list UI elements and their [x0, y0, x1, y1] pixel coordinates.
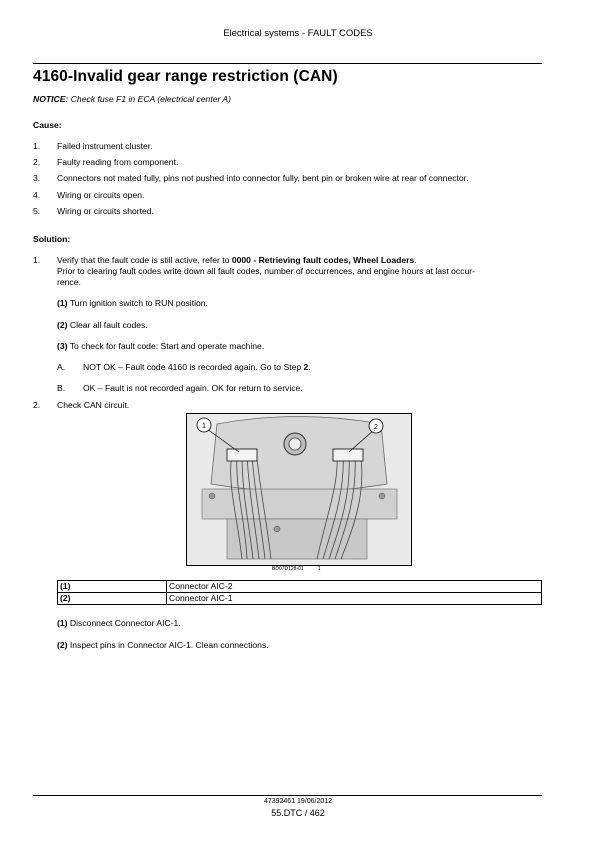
step-note-line: rence. [57, 277, 81, 287]
substep [57, 618, 181, 628]
step-number: 2. [33, 400, 41, 410]
page-title: 4160-Invalid gear range restriction (CAN) [33, 68, 338, 85]
step-text: Check CAN circuit. [57, 400, 130, 410]
callout-1: 1 [202, 423, 206, 430]
solution-heading: Solution: [33, 234, 71, 244]
cause-item-number: 5. [33, 206, 41, 216]
substep-number: (1) [57, 618, 68, 628]
cause-item-text: Failed instrument cluster. [57, 141, 153, 151]
result-text-post: . [308, 362, 311, 372]
substep-text: To check for fault code: Start and operate machine. [67, 341, 265, 351]
callout-2: 2 [374, 424, 378, 431]
step-text [57, 255, 417, 265]
result-text [83, 362, 311, 372]
legend-value: Connector AIC-2 [167, 581, 542, 593]
running-header: Electrical systems - FAULT CODES [223, 28, 373, 39]
cause-item-number: 1. [33, 141, 41, 151]
document-number: 47392461 19/06/2012 [263, 798, 333, 805]
legend-key: (2) [58, 593, 167, 605]
notice-text: Check fuse F1 in ECA (electrical center A) [68, 94, 232, 104]
result-letter: B. [57, 383, 66, 393]
cause-item-number: 2. [33, 157, 41, 167]
substep-number: (1) [57, 298, 68, 308]
notice-label: NOTICE: [33, 94, 69, 104]
step-text-post: . [414, 255, 417, 265]
cause-item-text: Wiring or circuits open. [57, 190, 145, 200]
connector-photo [186, 413, 412, 566]
legend-table [57, 580, 542, 605]
table-row [58, 581, 542, 593]
header-rule [33, 63, 542, 64]
substep-text: Turn ignition switch to RUN position. [67, 298, 208, 308]
cause-item-text: Connectors not mated fully, pins not pushed into connector fully, bent pin or broken wire at rear of connector. [57, 173, 469, 183]
substep-number: (3) [57, 341, 68, 351]
substep-text: Clear all fault codes. [67, 320, 148, 330]
legend-key: (1) [58, 581, 167, 593]
substep-number: (2) [57, 320, 68, 330]
cause-item-text: Faulty reading from component. [57, 157, 179, 167]
result-text-pre: NOT OK – Fault code 4160 is recorded again. Go to Step [83, 362, 304, 372]
cause-heading: Cause: [33, 120, 62, 130]
substep [57, 341, 264, 351]
substep [57, 298, 208, 308]
page-number: 55.DTC / 462 [271, 808, 325, 818]
result-letter: A. [57, 362, 66, 372]
cause-item-number: 4. [33, 190, 41, 200]
footer-rule [33, 795, 542, 796]
step-note-line: Prior to clearing fault codes write down all fault codes, number of occurrences, and engine hours at last occur- [57, 266, 475, 276]
figure-code: BD07D128-01 [272, 566, 304, 572]
step-text-pre: Verify that the fault code is still active, refer to [57, 255, 232, 265]
table-row [58, 593, 542, 605]
cause-item-number: 3. [33, 173, 41, 183]
substep-text: Inspect pins in Connector AIC-1. Clean connections. [67, 640, 269, 650]
substep-text: Disconnect Connector AIC-1. [67, 618, 181, 628]
figure-number: 1 [317, 566, 321, 572]
legend-value: Connector AIC-1 [167, 593, 542, 605]
substep-number: (2) [57, 640, 68, 650]
figure-caption [272, 566, 320, 572]
step-number: 1. [33, 255, 41, 265]
substep [57, 320, 148, 330]
procedure-reference-link[interactable]: 0000 - Retrieving fault codes, Wheel Loaders [231, 255, 415, 265]
substep [57, 640, 269, 650]
notice [33, 94, 231, 104]
step-reference: 2 [303, 362, 309, 372]
result-text: OK – Fault is not recorded again. OK for return to service. [83, 383, 303, 393]
cause-item-text: Wiring or circuits shorted. [57, 206, 154, 216]
engine-harness-illustration [187, 414, 411, 565]
